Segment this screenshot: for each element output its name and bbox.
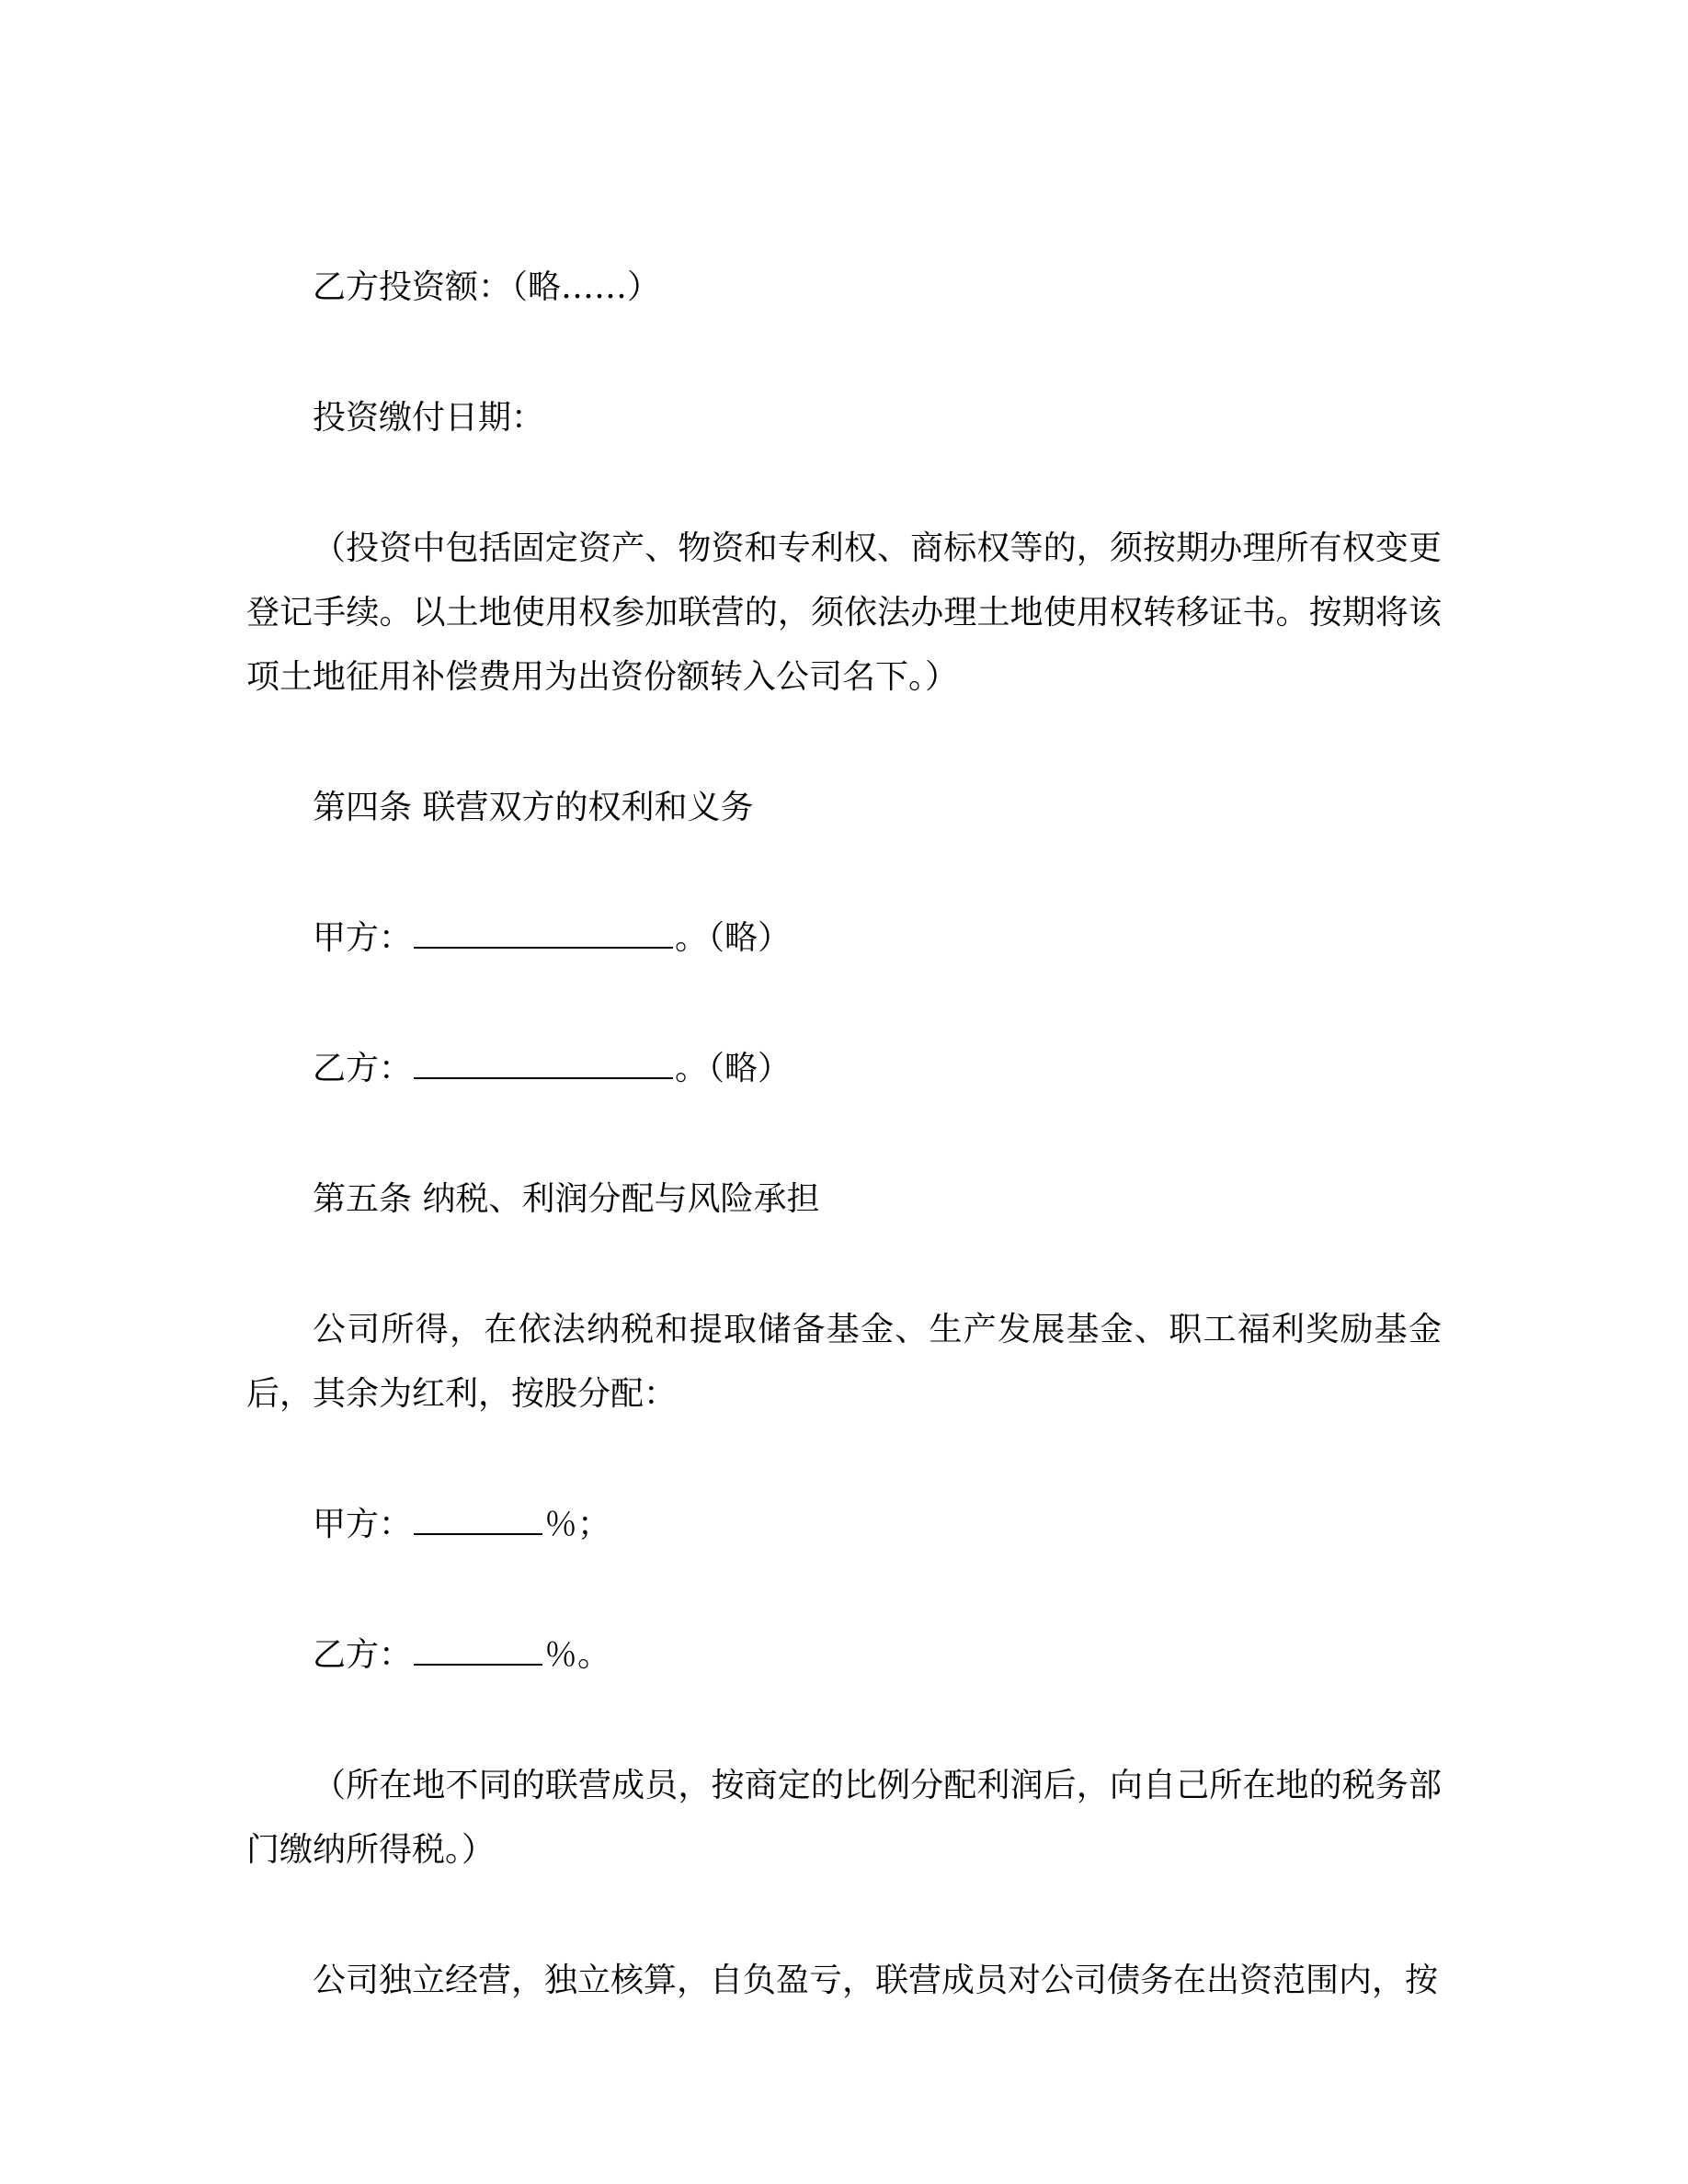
investment-note: （投资中包括固定资产、物资和专利权、商标权等的，须按期办理所有权变更登记手续。以土地使用权参加联营的，须依法办理土地使用权转移证书。按期将该项土地征用补偿费用为出资份额转入公司名下。）: [246, 529, 1442, 696]
party-b-rights-blank[interactable]: [414, 1044, 673, 1079]
investment-payment-date: 投资缴付日期：: [313, 399, 545, 437]
article-four-heading: 第四条 联营双方的权利和义务: [313, 789, 754, 826]
party-b-rights: [246, 1037, 1442, 1101]
party-b-share-blank[interactable]: [414, 1631, 542, 1666]
party-b-share-label: 乙方：: [313, 1636, 413, 1674]
party-a-share-blank[interactable]: [414, 1500, 542, 1535]
party-b-share-suffix: ％。: [544, 1636, 611, 1674]
party-a-label: 甲方：: [313, 919, 413, 957]
party-a-share-label: 甲方：: [313, 1506, 413, 1543]
tax-note: （所在地不同的联营成员，按商定的比例分配利润后，向自己所在地的税务部门缴纳所得税。）: [246, 1767, 1442, 1869]
party-a-rights-suffix: 。（略）: [675, 919, 792, 957]
party-b-rights-suffix: 。（略）: [675, 1050, 792, 1087]
article-five-heading: 第五条 纳税、利润分配与风险承担: [313, 1180, 820, 1218]
document-page: [246, 256, 1442, 2079]
party-a-share: [246, 1493, 1442, 1557]
party-b-share: [246, 1623, 1442, 1688]
independent-operation-text: 公司独立经营，独立核算，自负盈亏，联营成员对公司债务在出资范围内，按: [313, 1962, 1439, 1999]
party-b-investment: 乙方投资额：（略……）: [313, 268, 661, 306]
profit-distribution-text: 公司所得，在依法纳税和提取储备基金、生产发展基金、职工福利奖励基金后，其余为红利，按股分配：: [246, 1311, 1442, 1413]
party-a-rights-blank[interactable]: [414, 914, 673, 949]
party-b-label: 乙方：: [313, 1050, 413, 1087]
party-a-rights: [246, 906, 1442, 971]
party-a-share-suffix: ％；: [544, 1506, 611, 1543]
